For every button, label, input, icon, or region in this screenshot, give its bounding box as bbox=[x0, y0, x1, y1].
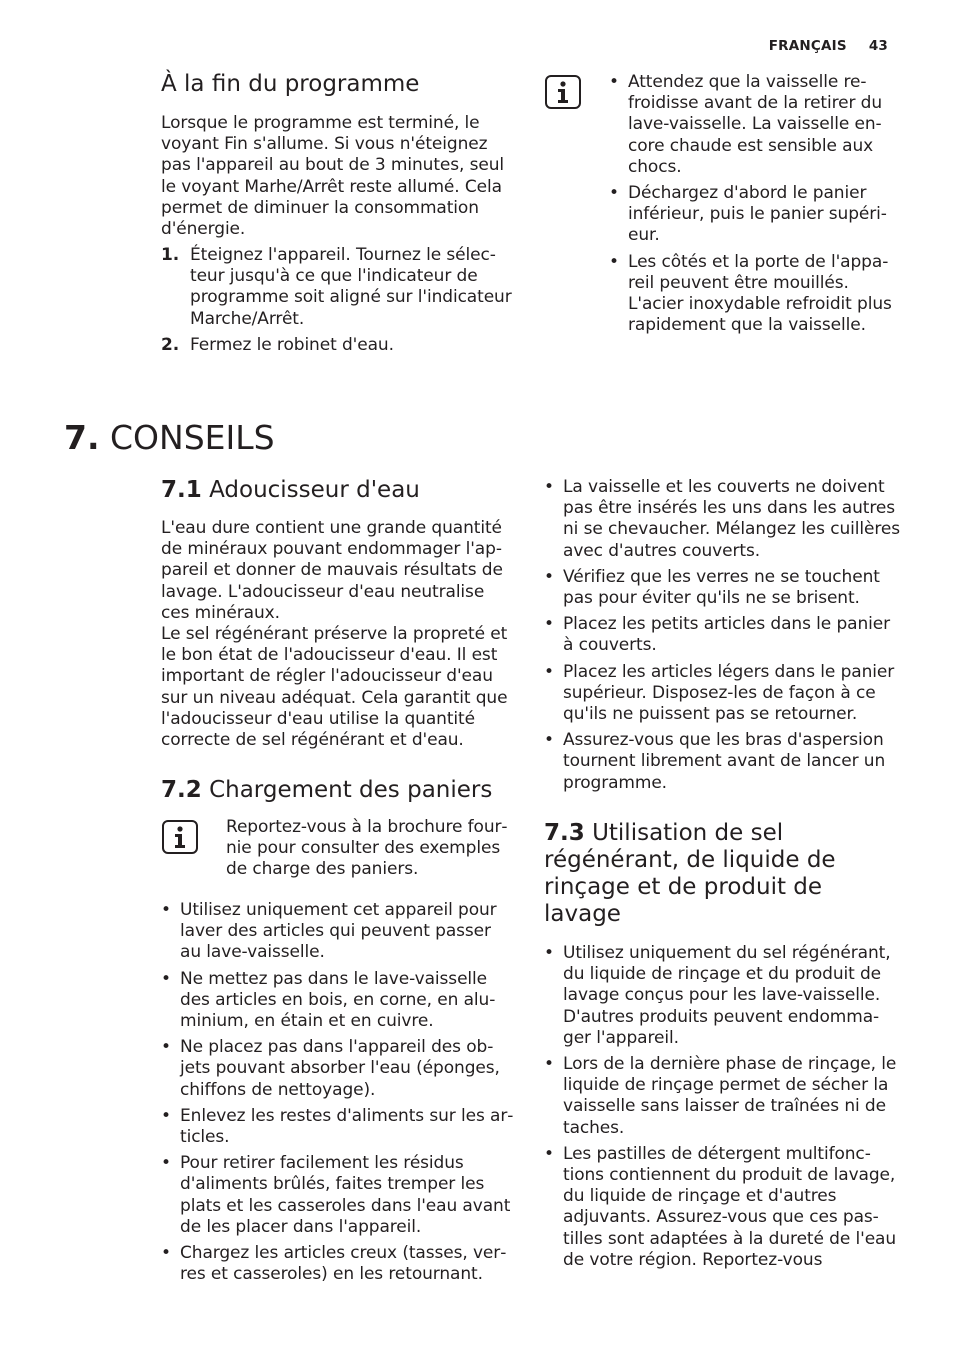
list-item: • Utilisez uniquement cet appareil pour laver des articles qui peuvent passer au lave-vaisselle. bbox=[161, 900, 517, 964]
section-7-1-para1: L'eau dure contient une grande quantité de minéraux pouvant endommager l'appareil et donner de mauvais résultats de lavage. L'adoucisseur d'eau neutralise ces minéraux. bbox=[161, 518, 503, 623]
section-7-2-title: 7.2 Chargement des paniers bbox=[161, 777, 493, 803]
list-item: • Lors de la dernière phase de rinçage, le liquide de rinçage permet de sécher la vaisselle sans laisser de traînées ni de taches. bbox=[544, 1054, 900, 1139]
list-item: • Vérifiez que les verres ne se touchent pas pour éviter qu'ils ne se brisent. bbox=[544, 567, 900, 609]
section-7-3-list bbox=[544, 943, 900, 1276]
list-item: 1. Éteignez l'appareil. Tournez le sélecteur jusqu'à ce que l'indicateur de programme soit aligné sur l'indicateur Marche/Arrêt. bbox=[161, 245, 512, 329]
list-item: 2. Fermez le robinet d'eau. bbox=[161, 334, 394, 355]
list-item: • Pour retirer facilement les résidus d'aliments brûlés, faites tremper les plats et les casseroles dans l'eau avant de les placer dans l'appareil. bbox=[161, 1153, 517, 1238]
end-program-info-list bbox=[609, 72, 899, 341]
section-7-3-title: 7.3 Utilisation de sel régénérant, de liquide de rinçage et de produit de lavage bbox=[544, 820, 836, 927]
list-item: • Assurez-vous que les bras d'aspersion tournent librement avant de lancer un programme. bbox=[544, 730, 900, 794]
list-item: • Attendez que la vaisselle refroidisse avant de la retirer du lave-vaisselle. La vaisselle encore chaude est sensible aux chocs. bbox=[609, 72, 899, 178]
info-icon bbox=[162, 820, 198, 854]
header-language: FRANÇAIS bbox=[768, 38, 847, 54]
list-item: • La vaisselle et les couverts ne doivent pas être insérés les uns dans les autres ni se chevaucher. Mélangez les cuillères avec d'autres couverts. bbox=[544, 477, 900, 562]
section-7-2-list-continued bbox=[544, 477, 900, 799]
list-item: • Placez les petits articles dans le panier à couverts. bbox=[544, 614, 900, 656]
list-item: • Utilisez uniquement du sel régénérant, du liquide de rinçage et du produit de lavage conçus pour les lave-vaisselle. D'autres produits peuvent endommager l'appareil. bbox=[544, 943, 900, 1049]
section-7-2-info-text: Reportez-vous à la brochure fournie pour consulter des exemples de charge des paniers. bbox=[226, 817, 508, 880]
list-item: • Chargez les articles creux (tasses, verres et casseroles) en les retournant. bbox=[161, 1243, 517, 1285]
list-item: • Placez les articles légers dans le panier supérieur. Disposez-les de façon à ce qu'ils ne puissent pas se retourner. bbox=[544, 662, 900, 726]
list-item: • Ne mettez pas dans le lave-vaisselle des articles en bois, en corne, en aluminium, en étain et en cuivre. bbox=[161, 969, 517, 1033]
end-program-steps bbox=[161, 245, 513, 361]
section-7-1-title: 7.1 Adoucisseur d'eau bbox=[161, 477, 420, 503]
list-item: • Ne placez pas dans l'appareil des objets pouvant absorber l'eau (éponges, chiffons de nettoyage). bbox=[161, 1037, 517, 1101]
list-item: • Déchargez d'abord le panier inférieur, puis le panier supérieur. bbox=[609, 183, 899, 247]
page-number: 43 bbox=[868, 38, 888, 54]
info-icon bbox=[545, 75, 581, 109]
page-header bbox=[769, 38, 888, 54]
section-7-2-list bbox=[161, 900, 517, 1290]
end-program-title: À la fin du programme bbox=[161, 71, 420, 97]
list-item: • Les pastilles de détergent multifonctions contiennent du produit de lavage, du liquide de rinçage et d'autres adjuvants. Assurez-vous que ces pastilles sont adaptées à la dureté de l'eau de votre région. Reportez-vous bbox=[544, 1144, 900, 1271]
section-7-1-para2: Le sel régénérant préserve la propreté et le bon état de l'adoucisseur d'eau. Il est important de régler l'adoucisseur d'eau sur un niveau adéquat. Cela garantit que l'adoucisseur d'eau utilise la quantité correcte de sel régénérant et d'eau. bbox=[161, 624, 508, 751]
chapter-title: 7. CONSEILS bbox=[64, 418, 275, 457]
end-program-body: Lorsque le programme est terminé, le voyant Fin s'allume. Si vous n'éteignez pas l'appareil au bout de 3 minutes, seul le voyant Marhe/Arrêt reste allumé. Cela permet de diminuer la consommation d'énergie. bbox=[161, 113, 505, 240]
list-item: • Les côtés et la porte de l'appareil peuvent être mouillés. L'acier inoxydable refroidit plus rapidement que la vaisselle. bbox=[609, 252, 899, 337]
list-item: • Enlevez les restes d'aliments sur les articles. bbox=[161, 1106, 517, 1148]
